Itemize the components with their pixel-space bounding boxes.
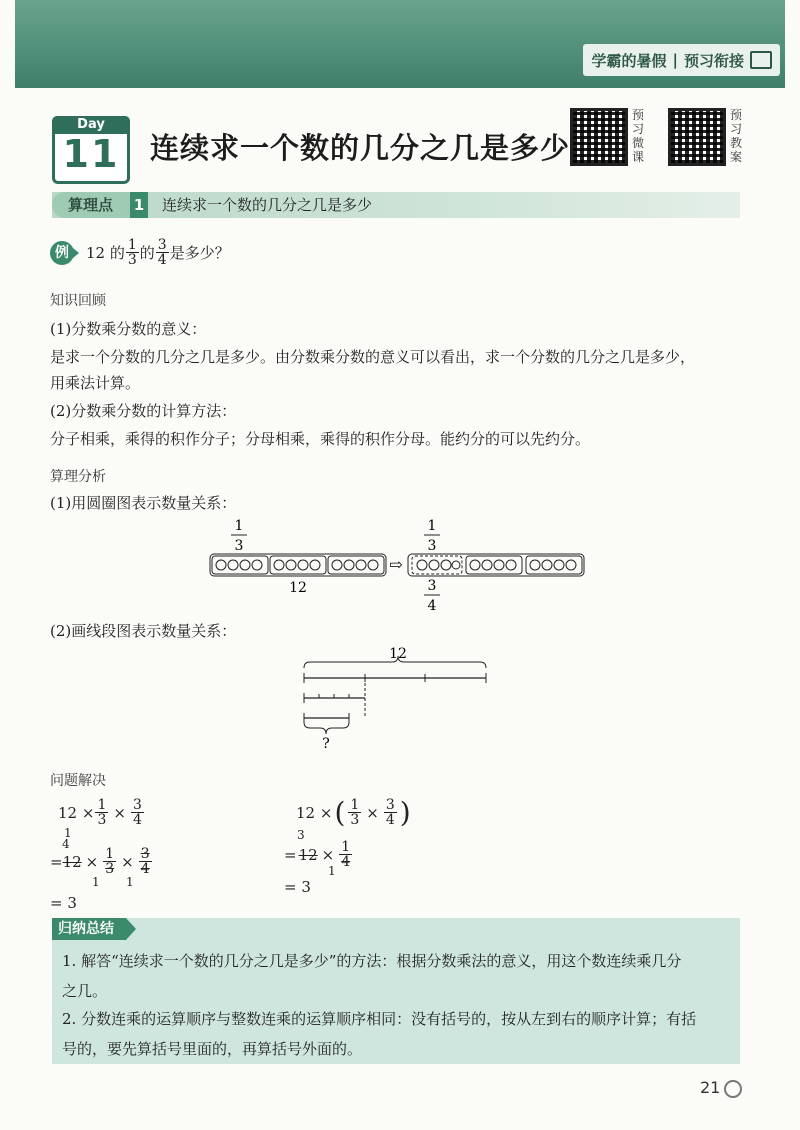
- struck-number: 12: [62, 852, 82, 871]
- numerator: 3: [140, 846, 150, 862]
- knowledge-item1-line2: 用乘法计算。: [50, 374, 141, 392]
- times-sign: ×: [366, 803, 379, 822]
- times-sign: ×: [321, 845, 335, 864]
- numerator: 3: [157, 237, 167, 253]
- struck-number: 12: [298, 845, 318, 864]
- example-badge: 例: [50, 241, 74, 265]
- knowledge-item2-title: (2)分数乘分数的计算方法：: [50, 402, 237, 420]
- total-label: 12: [289, 580, 307, 596]
- left-step2: [50, 847, 153, 876]
- numerator: 3: [132, 797, 142, 813]
- right-step2: [284, 840, 353, 869]
- right-paren: ): [399, 795, 411, 829]
- qr-block-1[interactable]: [570, 108, 646, 166]
- series-name: 学霸的暑假: [591, 51, 667, 70]
- circles-left: [216, 560, 378, 570]
- circle-group-highlight: [412, 556, 462, 574]
- page-title: 连续求一个数的几分之几是多少: [150, 131, 571, 165]
- denominator: 4: [140, 861, 150, 877]
- frac-right-num: 1: [427, 518, 437, 534]
- fraction: [139, 847, 152, 876]
- frac-left-den: 3: [234, 538, 244, 554]
- equals-sign: =: [284, 845, 297, 864]
- analysis-item1: (1)用圆圈图表示数量关系：: [50, 494, 237, 512]
- denominator: 3: [350, 812, 360, 828]
- left-result: = 3: [50, 894, 77, 912]
- denominator: 3: [97, 812, 107, 828]
- fraction: [339, 840, 352, 869]
- book-icon: [750, 51, 772, 69]
- times-sign: ×: [113, 803, 126, 822]
- denominator: 4: [385, 812, 395, 828]
- numerator: 3: [385, 797, 395, 813]
- section-name: 算理点: [52, 192, 142, 218]
- times-sign: ×: [121, 852, 134, 871]
- summary-item2-line1: 2. 分数连乘的运算顺序与整数连乘的运算顺序相同：没有括号的，按从左到右的顺序计算；有括: [62, 1010, 697, 1028]
- frac-bottom-den: 4: [427, 598, 437, 612]
- equals-sign: =: [50, 852, 63, 871]
- frac-right-den: 3: [427, 538, 437, 554]
- left-paren: (: [334, 795, 346, 829]
- frac-bottom-num: 3: [427, 578, 437, 594]
- cancel-note: 1: [64, 826, 72, 840]
- qr-code-icon[interactable]: [668, 108, 726, 166]
- cancel-note: 4: [62, 837, 70, 851]
- separator: |: [672, 51, 678, 69]
- summary-tag-tip: [126, 918, 136, 940]
- right-arrow-icon: ⇨: [389, 555, 403, 574]
- knowledge-item1-title: (1)分数乘分数的意义：: [50, 320, 207, 338]
- fraction: [95, 798, 108, 827]
- badge-arrow-icon: [73, 248, 79, 258]
- segment-total-label: 12: [389, 646, 407, 662]
- sun-icon: [724, 1080, 742, 1098]
- qr-code-icon[interactable]: [570, 108, 628, 166]
- qr-block-2[interactable]: [668, 108, 744, 166]
- example-suffix: 是多少？: [169, 244, 230, 262]
- analysis-heading: 算理分析: [50, 469, 106, 485]
- day-number: 11: [62, 132, 120, 176]
- knowledge-heading: 知识回顾: [50, 293, 106, 309]
- section-bar: [52, 192, 740, 218]
- section-name: 预习衔接: [683, 51, 744, 70]
- left-step1: [58, 798, 145, 827]
- analysis-item2: (2)画线段图表示数量关系：: [50, 622, 237, 640]
- cancel-note: 1: [126, 875, 134, 889]
- solution-heading: 问题解决: [50, 773, 106, 789]
- fraction: [103, 847, 116, 876]
- expr-text: 12 ×: [58, 803, 95, 822]
- denominator: 4: [341, 854, 351, 870]
- numerator: 1: [350, 797, 360, 813]
- expr-text: 12 ×: [296, 803, 333, 822]
- cancel-note: 1: [92, 875, 100, 889]
- circle-diagram: [200, 512, 590, 612]
- segment-unknown-label: ?: [322, 736, 330, 752]
- right-result: = 3: [284, 878, 311, 896]
- example-question: [86, 238, 230, 267]
- frac-left-num: 1: [234, 518, 244, 534]
- example-prefix: 12 的: [86, 244, 125, 262]
- right-step1: [296, 795, 413, 829]
- numerator: 1: [127, 237, 137, 253]
- section-title: 连续求一个数的几分之几是多少: [162, 196, 373, 214]
- fraction: [384, 798, 397, 827]
- fraction: [131, 798, 144, 827]
- fraction: [348, 798, 361, 827]
- summary-item1-line1: 1. 解答“连续求一个数的几分之几是多少”的方法：根据分数乘法的意义，用这个数连续乘几分: [62, 952, 682, 970]
- page-number: 21: [700, 1078, 721, 1097]
- circles-right: [417, 560, 576, 570]
- segment-diagram: [296, 644, 496, 752]
- times-sign: ×: [85, 852, 99, 871]
- series-tag: [583, 44, 780, 76]
- example-mid: 的: [139, 244, 155, 262]
- circle-group-outer: [408, 554, 584, 576]
- denominator: 3: [105, 861, 115, 877]
- summary-item2-line2: 号的，要先算括号里面的，再算括号外面的。: [62, 1040, 363, 1058]
- cancel-note: 1: [328, 864, 336, 878]
- day-label: Day: [52, 116, 130, 134]
- fraction: [156, 238, 169, 267]
- fraction: [126, 238, 139, 267]
- denominator: 4: [157, 252, 167, 268]
- numerator: 1: [105, 846, 115, 862]
- qr-label: 预习微课: [632, 108, 645, 164]
- numerator: 1: [97, 797, 107, 813]
- cancel-note: 3: [297, 828, 305, 842]
- denominator: 4: [132, 812, 142, 828]
- knowledge-item1-line1: 是求一个分数的几分之几是多少。由分数乘分数的意义可以看出，求一个分数的几分之几是多少，: [50, 348, 696, 366]
- summary-tag: 归纳总结: [52, 918, 126, 940]
- section-index: 1: [130, 192, 148, 218]
- denominator: 3: [127, 252, 137, 268]
- numerator: 1: [341, 839, 351, 855]
- knowledge-item2-line1: 分子相乘，乘得的积作分子；分母相乘，乘得的积作分母。能约分的可以先约分。: [50, 430, 591, 448]
- summary-item1-line2: 之几。: [62, 982, 108, 1000]
- qr-label: 预习教案: [730, 108, 743, 164]
